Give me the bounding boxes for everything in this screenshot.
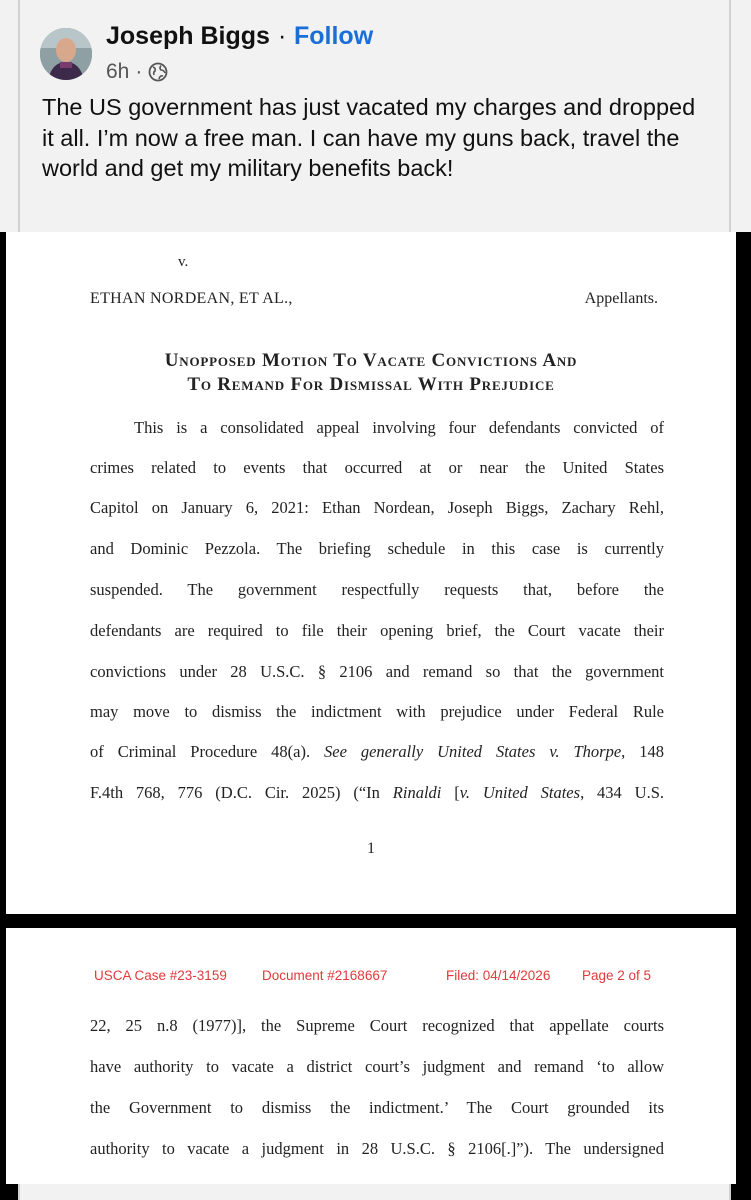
document-page (6, 928, 736, 1184)
author-name[interactable]: Joseph Biggs (106, 22, 270, 50)
post-text: The US government has just vacated my charges and dropped it all. I’m now a free man. I can have my guns back, travel the world and get my military benefits back! (42, 94, 696, 181)
document-page (6, 232, 736, 914)
case-number-header: USCA Case #23-3159 (94, 968, 227, 983)
body-line: authority to vacate a judgment in 28 U.S.C. § 2106[.]”). The undersigned (90, 1139, 664, 1158)
document-number-header: Document #2168667 (262, 968, 388, 983)
meta-separator: · (135, 60, 143, 83)
body-line: may move to dismiss the indictment with prejudice under Federal Rule (90, 702, 664, 721)
body-line: Capitol on January 6, 2021: Ethan Nordean, Joseph Biggs, Zachary Rehl, (90, 498, 664, 517)
follow-button[interactable]: Follow (294, 22, 374, 50)
citation-italic: See generally United States v. Thorpe (324, 742, 622, 761)
document-image-page2 (0, 918, 751, 1200)
avatar-image (40, 28, 92, 80)
body-line-citation (90, 742, 664, 762)
page-number: 1 (367, 840, 375, 857)
citation-italic: v. United States (459, 783, 581, 802)
avatar[interactable] (40, 28, 92, 80)
post-card-bottom (18, 1184, 731, 1200)
motion-heading-line2: To Remand For Dismissal With Prejudice (187, 374, 555, 395)
filed-date-header: Filed: 04/14/2026 (446, 968, 551, 983)
header-separator: · (278, 22, 287, 50)
document-image-page1 (0, 232, 751, 918)
citation-text: of Criminal Procedure 48(a). (90, 742, 325, 761)
post-time[interactable]: 6h (106, 60, 130, 83)
body-line: crimes related to events that occurred at or near the United States (90, 458, 664, 477)
case-role: Appellants. (584, 290, 658, 307)
citation-text: F.4th 768, 776 (D.C. Cir. 2025) (“In (90, 783, 393, 802)
case-party: ETHAN NORDEAN, ET AL., (90, 290, 293, 307)
citation-text: , 148 (621, 742, 664, 761)
versus: v. (178, 254, 189, 270)
body-line: suspended. The government respectfully requests that, before the (90, 580, 664, 599)
citation-text: [ (441, 783, 460, 802)
page-count-header: Page 2 of 5 (582, 968, 652, 983)
post-meta (106, 60, 168, 84)
body-line: have authority to vacate a district court’s judgment and remand ‘to allow (90, 1057, 664, 1076)
body-line: convictions under 28 U.S.C. § 2106 and remand so that the government (90, 662, 664, 681)
citation-text: , 434 U.S. (580, 783, 665, 802)
body-line: and Dominic Pezzola. The briefing schedule in this case is currently (90, 539, 664, 558)
body-line: This is a consolidated appeal involving four defendants convicted of (134, 418, 664, 437)
motion-heading-line1: Unopposed Motion To Vacate Convictions And (164, 350, 578, 371)
globe-icon[interactable] (148, 62, 168, 82)
citation-italic: Rinaldi (392, 783, 442, 802)
body-line: 22, 25 n.8 (1977)], the Supreme Court recognized that appellate courts (90, 1016, 664, 1035)
body-line-citation (90, 783, 664, 803)
body-line: defendants are required to file their opening brief, the Court vacate their (90, 621, 664, 640)
body-line: the Government to dismiss the indictment.’ The Court grounded its (90, 1098, 664, 1117)
